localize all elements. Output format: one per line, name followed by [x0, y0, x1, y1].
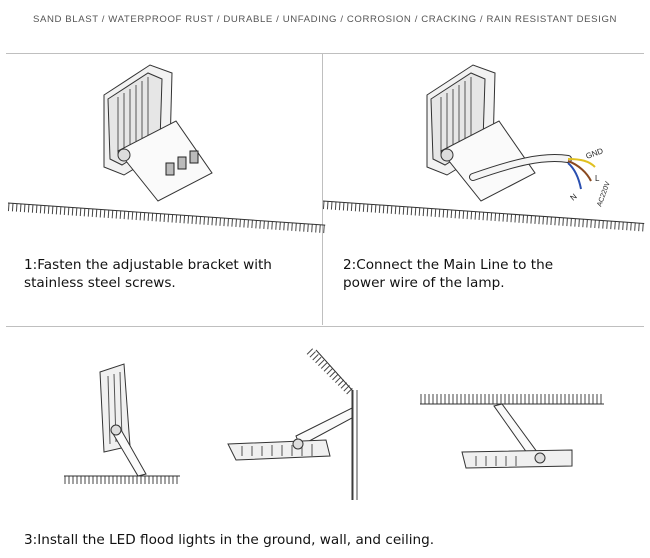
wire-label-l: L: [595, 174, 600, 183]
wire-l: [568, 161, 591, 181]
step2-caption: [343, 256, 553, 292]
wall-mount-scene: [228, 348, 360, 500]
step3-illustration: [0, 328, 650, 508]
step1-caption-line2: stainless steel screws.: [24, 275, 176, 291]
step3-caption: 3:Install the LED flood lights in the ground, wall, and ceiling.: [24, 532, 435, 548]
step1-caption-line1: 1:Fasten the adjustable bracket with: [24, 257, 272, 273]
ground-mount-scene: [64, 364, 180, 484]
wire-label-gnd: GND: [584, 146, 605, 161]
ground-surface-1: [7, 203, 325, 233]
step2-illustration: [323, 55, 645, 255]
step2-caption-line1: 2:Connect the Main Line to the: [343, 257, 554, 273]
step1-caption: [24, 256, 272, 292]
wire-label-ac: AC220V: [596, 180, 612, 208]
ceiling-mount-scene: [420, 394, 604, 468]
step1-illustration: [0, 55, 322, 255]
step2-caption-line2: power wire of the lamp.: [343, 275, 505, 291]
feature-header: SAND BLAST / WATERPROOF RUST / DURABLE / UNFADING / CORROSION / CRACKING / RAIN RESISTANT DESIGN: [32, 14, 618, 25]
wire-label-n: N: [568, 191, 579, 203]
